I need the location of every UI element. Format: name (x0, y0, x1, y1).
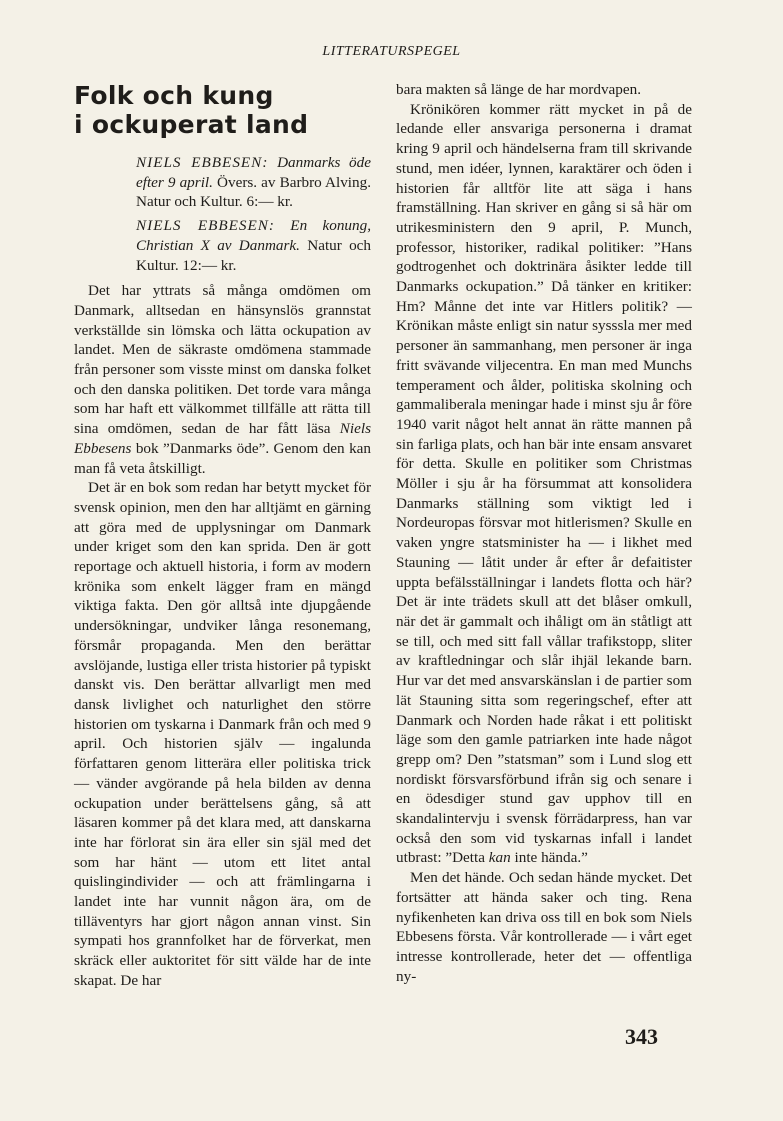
book-title: En konung, Christian X av Danmark. (136, 217, 371, 254)
book-author: NIELS EBBESEN: (136, 217, 275, 235)
running-head: LITTERATURSPEGEL (322, 44, 461, 59)
book-author: NIELS EBBESEN: (136, 154, 269, 171)
title-line-2: i ockuperat land (74, 110, 309, 139)
article-title (74, 81, 371, 139)
right-column (396, 80, 692, 986)
paragraph-1: Det har yttrats så många omdömen om Danmark, alltsedan en hänsynslös grannstat verkställde sin lömska och lätta ockupation av landet. Men de säkraste omdömena stammade från personer som visste minst om danska folket och den danska politiken. Det torde vara många som har haft ett välkommet tillfälle att rätta till sina omdömen, sedan de har fått läsa Niels Ebbesens bok ”Danmarks öde”. Genom den kan man få veta åtskilligt. (74, 282, 372, 477)
title-line-1: Folk och kung (74, 81, 274, 110)
book-details: Övers. av Barbro Alving. Natur och Kultur. 6:— kr. (136, 173, 372, 211)
left-column (74, 78, 371, 991)
emphasis-italic: kan (488, 849, 511, 867)
paragraph-2: Det är en bok som redan har betytt mycket för svensk opinion, men den har alltjämt en gärning att göra med de upplysningar om Danmark under kriget som den kan sprida. Den är gott reportage och aktuell historia, i form av modern krönika som enkelt lägger fram en mängd viktiga fakta. Den gör alltså inte djupgående undersökningar, undviker långa resonemang, försmår propaganda. Men den berättar avslöjande, lustiga eller trista historier på typiskt danskt vis. Den berättar allvarligt men med dansk livlighet och naturlighet den större historien om tyskarna i Danmark från och med 9 april. Och historien själv — ingalunda författaren genom litterära eller politiska trick — vänder avgörande på hela bilden av denna ockupation under berättelsens gång, så att läsaren kommer på det klara med, att danskarna inte har förlorat sin ära eller sin själ med det som har hänt — utom ett litet antal quislingindivider — och att främlingarna i landet inte har vunnit någon ära, om de tilläventyrs har gjort någon annan vinst. Sin sympati hos grannfolket har de förverkat, men skräck eller auktoritet för sitt välde har de inte skapat. De har (74, 479, 371, 989)
book-details: Natur och Kultur. 12:— kr. (136, 236, 372, 274)
book-reference-2 (136, 216, 371, 275)
book-reference-1 (136, 153, 371, 212)
paragraph-2-continuation: bara makten så länge de har mordvapen. (396, 81, 642, 98)
author-name-italic: Niels Ebbesens (74, 420, 371, 457)
paragraph-4: Men det hände. Och sedan hände mycket. Det fortsätter att hända saker och ting. Rena nyfikenheten kan driva oss till en bok som Niels Ebbesens första. Vår kontrollerade — i vårt eget intresse kontrollerade, heter det — offentliga ny- (396, 869, 692, 985)
book-title: Danmarks öde efter 9 april. (136, 154, 371, 191)
paragraph-3: Krönikören kommer rätt mycket in på de ledande eller ansvariga personerna i dramat kring 9 april och händelserna fram till skrivande stund, men idéer, lynnen, karaktärer och öden i historien får alltför lite att säga i hans framställning. Han skriver en gång si så här om utrikesministern den 9 april, P. Munch, professor, historiker, radikal politiker: ”Hans godtrogenhet och doktrinära åsikter ledde till Danmarks ockupation.” Då tänker en kritiker: Hm? Månne det inte var Hitlers politik? — Krönikan måste enligt sin natur sysssla mer med personer än sammanhang, men personer är inga fritt svävande viljecentra. En man med Munchs temperament och ålder, politiska skolning och gammaliberala meningar hade i minst sju år före 1940 varit något helt annat än rätte mannen på sin farliga plats, och han bär inte ensam ansvaret för detta. Skulle en politiker som Christmas Möller i sju år ha försummat att konsolidera Danmarks ställning som viktigt led i Nordeuropas försvar mot hitlerismen? Skulle en vaken yngre statsminister ha — i likhet med Stauning — låtit under år efter år defaitister uppta befälsställningar i landets flotta och här? Det är inte trädets skull att det blåser omkull, när det är gammalt och ihåligt om än ståtligt att se till, och med sitt fall vållar trafikstopp, sliter av kraftledningar och slår ihjäl lekande barn. Hur var det med ansvarskänslan i de partier som lät Stauning sitta som regeringschef, efter att Danmark och Norden hade råkat i ett politiskt läge som den gamle patriarken inte hade något grepp om? Den ”statsman” som i Lund slog ett nordiskt försvarsförbund ifrån sig och senare i en ödesdiger stund gav upphov till en skandalintervju i svensk förrädarpress, han var också den som vid tyskarnas infall i landet utbrast: ”Detta kan inte hända.” (396, 100, 692, 867)
page-number: 343 (625, 1024, 658, 1049)
